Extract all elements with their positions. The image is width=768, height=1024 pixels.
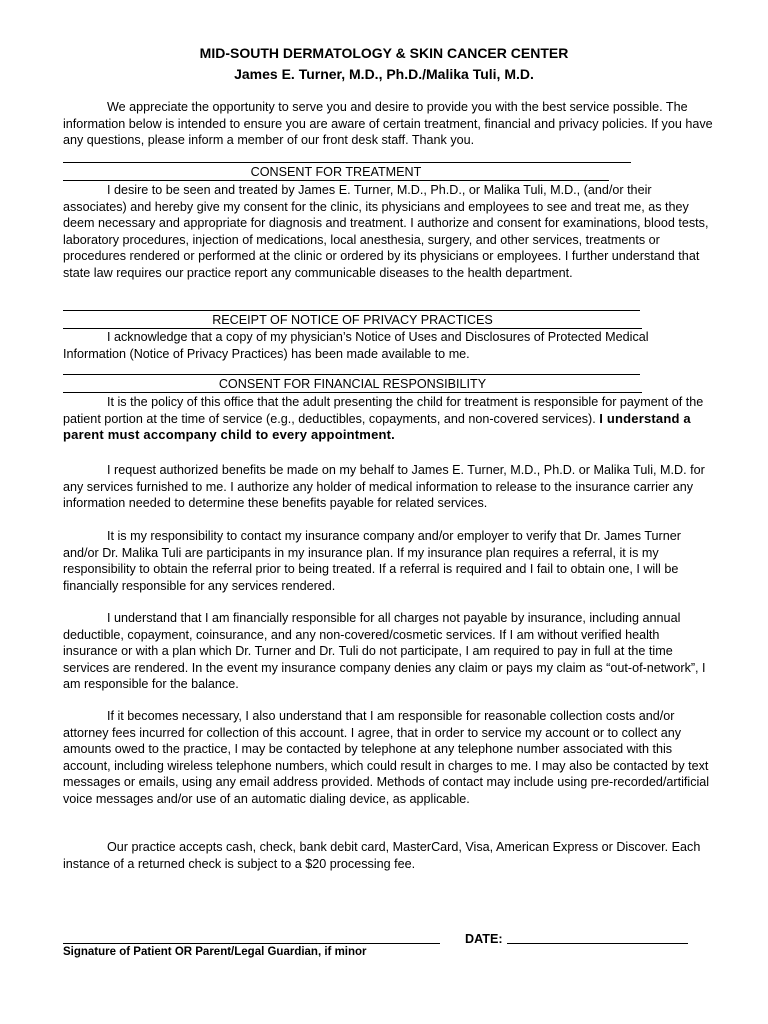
payment-methods-text: Our practice accepts cash, check, bank debit card, MasterCard, Visa, American Express or Discover. Each instance of a returned check is subject to a $20 processing fee. xyxy=(63,840,701,871)
date-line[interactable] xyxy=(507,943,688,944)
consent-treatment-heading-text: CONSENT FOR TREATMENT xyxy=(250,165,422,179)
signature-label: Signature of Patient OR Parent/Legal Guardian, if minor xyxy=(63,946,367,958)
date-label: DATE: xyxy=(465,932,503,946)
financial-paragraph-1 xyxy=(63,394,713,444)
intro-text: We appreciate the opportunity to serve you and desire to provide you with the best service possible. The information below is intended to ensure you are aware of certain treatment, financial and privacy policies. If you have any questions, please inform a member of our front desk staff. Thank you. xyxy=(63,100,713,147)
section-divider xyxy=(63,374,640,375)
financial-policy-text xyxy=(63,394,713,444)
financial-paragraph-4 xyxy=(63,610,713,693)
financial-paragraph-3 xyxy=(63,528,713,594)
consent-treatment-heading xyxy=(63,165,609,181)
practice-title: MID-SOUTH DERMATOLOGY & SKIN CANCER CENTER xyxy=(199,45,569,61)
insurance-verification-text: It is my responsibility to contact my insurance company and/or employer to verify that Dr. James Turner and/or Dr. Malika Tuli are participants in my insurance plan. If my insurance plan requires a referral, it is my responsibility to obtain the referral prior to being treated. If a referral is required and I fail to obtain one, I will be financially responsible for any services rendered. xyxy=(63,529,681,593)
financial-responsibility-text: I understand that I am financially responsible for all charges not payable by insurance, including annual deductible, copayment, coinsurance, and any non-covered/cosmetic services. If I am without verified health insurance or with a plan which Dr. Turner and Dr. Tuli do not participate, I am required to pay in full at the time services are rendered. In the event my insurance company denies any claim or pays my claim as “out-of-network”, I am responsible for the balance. xyxy=(63,611,706,691)
signature-line[interactable] xyxy=(63,943,440,944)
financial-paragraph-5 xyxy=(63,708,713,807)
financial-paragraph-2 xyxy=(63,462,713,512)
parent-accompany-notice: I understand a parent must accompany child to every appointment. xyxy=(63,410,691,442)
doctor-names: James E. Turner, M.D., Ph.D./Malika Tuli, M.D. xyxy=(234,66,534,82)
intro-paragraph xyxy=(63,99,713,149)
privacy-section xyxy=(63,329,713,362)
section-divider xyxy=(63,162,631,163)
consent-treatment-text: I desire to be seen and treated by James E. Turner, M.D., Ph.D., or Malika Tuli, M.D., (and/or their associates) and hereby give my consent for the clinic, its physicians and employees to see and treat me, as they deem necessary and appropriate for diagnosis and treatment. I authorize and consent for examinations, blood tests, laboratory procedures, injection of medications, local anesthesia, surgery, and other services, treatments or procedures rendered or performed at the clinic or ordered by its physicians or employees. I further understand that state law requires our practice report any communicable diseases to the health department. xyxy=(63,183,709,280)
financial-policy-text-plain: It is the policy of this office that the adult presenting the child for treatment is responsible for payment of the patient portion at the time of service (e.g., deductibles, copayments, and non-covered services). xyxy=(63,395,704,426)
consent-treatment-section xyxy=(63,182,713,281)
benefits-authorization-text: I request authorized benefits be made on my behalf to James E. Turner, M.D., Ph.D. or Malika Tuli, M.D. for any services furnished to me. I authorize any holder of medical information to release to the insurance carrier any information needed to determine these benefits payable for related services. xyxy=(63,463,705,510)
financial-paragraph-6 xyxy=(63,839,713,872)
collection-contact-text: If it becomes necessary, I also understand that I am responsible for reasonable collection costs and/or attorney fees incurred for collection of this account. I agree, that in order to service my account or to collect any amounts owed to the practice, I may be contacted by telephone at any telephone number associated with this account, including wireless telephone numbers, which could result in charges to me. I may also be contacted by text messages or emails, using any email address provided. Methods of contact may include using pre-recorded/artificial voice messages and/or use of an automatic dialing device, as applicable. xyxy=(63,709,710,806)
privacy-text: I acknowledge that a copy of my physician’s Notice of Uses and Disclosures of Protected Medical Information (Notice of Privacy Practices) has been made available to me. xyxy=(63,330,649,361)
section-divider xyxy=(63,310,640,311)
financial-heading-text: CONSENT FOR FINANCIAL RESPONSIBILITY xyxy=(218,377,487,391)
privacy-heading-text: RECEIPT OF NOTICE OF PRIVACY PRACTICES xyxy=(212,313,493,327)
privacy-heading xyxy=(63,313,642,329)
financial-heading xyxy=(63,377,642,393)
